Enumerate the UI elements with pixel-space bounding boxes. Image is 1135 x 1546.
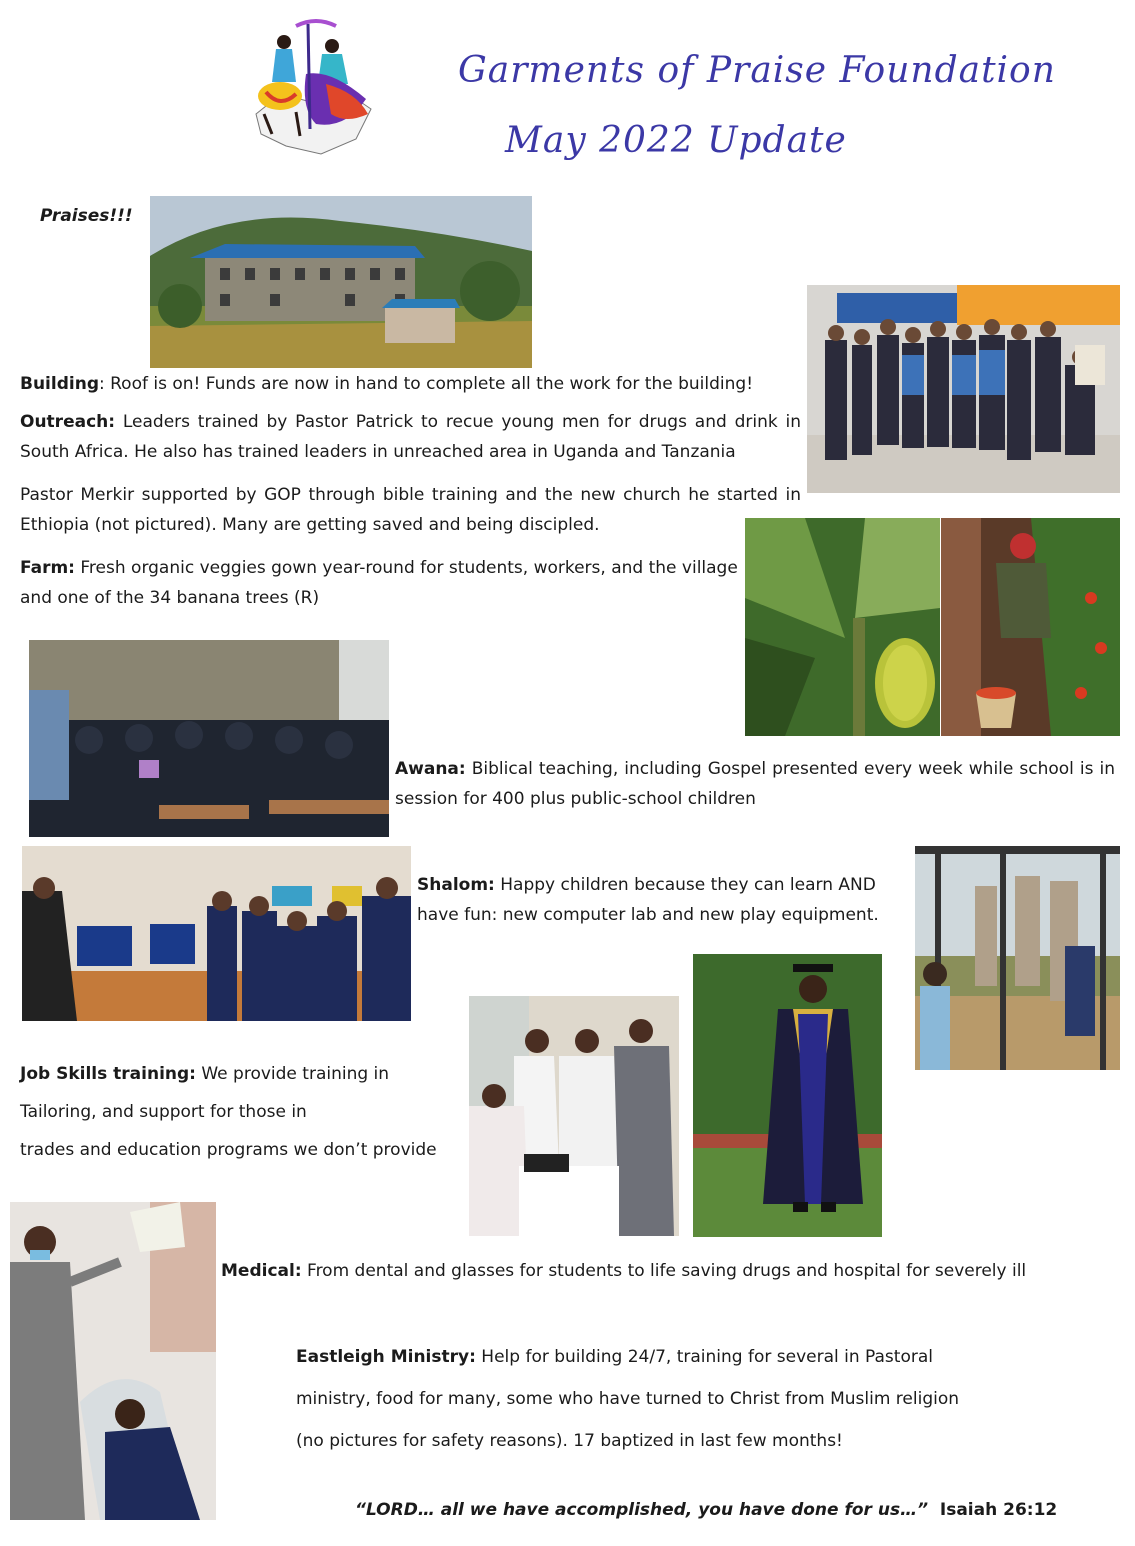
outreach-text: Leaders trained by Pastor Patrick to recue young men for drugs and drink in South Africa. He also has trained leaders in unreached area in Uganda and Tanzania: [20, 412, 801, 462]
eastleigh-text-1: Help for building 24/7, training for several in Pastoral: [475, 1347, 933, 1367]
dental-photo: [10, 1202, 216, 1520]
update-title: May 2022 Update: [505, 120, 847, 161]
outreach-section: [20, 407, 801, 467]
shalom-label: Shalom:: [417, 875, 495, 895]
eastleigh-section: [296, 1336, 1096, 1462]
jobskills-label: Job Skills training:: [20, 1064, 196, 1084]
foundation-logo: [236, 14, 386, 164]
graduate-photo: [693, 954, 882, 1237]
eastleigh-text-3: (no pictures for safety reasons). 17 baptized in last few months!: [296, 1431, 843, 1451]
tailoring-photo: [469, 996, 679, 1236]
jobskills-text-2: Tailoring, and support for those in: [20, 1102, 307, 1122]
building-photo: [150, 196, 532, 368]
closing-verse: [355, 1500, 1057, 1520]
building-section: [20, 369, 800, 399]
eastleigh-label: Eastleigh Ministry:: [296, 1347, 476, 1367]
jobskills-text-3: trades and education programs we don’t provide: [20, 1140, 437, 1160]
eastleigh-text-2: ministry, food for many, some who have turned to Christ from Muslim religion: [296, 1389, 960, 1409]
computer-lab-photo: [22, 846, 411, 1021]
praises-label: Praises!!!: [40, 206, 133, 226]
building-label: Building: [20, 374, 99, 394]
verse-reference: Isaiah 26:12: [939, 1500, 1058, 1520]
verse-quote: “LORD… all we have accomplished, you have done for us…”: [355, 1500, 929, 1520]
awana-text: Biblical teaching, including Gospel presented every week while school is in session for 400 plus public-school children: [395, 759, 1115, 809]
farm-section: [20, 553, 742, 613]
awana-section: [395, 754, 1115, 814]
merkir-text: Pastor Merkir supported by GOP through bible training and the new church he started in Ethiopia (not pictured). Many are getting saved and being discipled.: [20, 485, 801, 535]
awana-classroom-photo: [29, 640, 389, 837]
medical-label: Medical:: [221, 1261, 302, 1281]
shalom-section: [417, 870, 912, 930]
jobskills-section: [20, 1055, 465, 1169]
merkir-section: [20, 480, 801, 540]
medical-text: From dental and glasses for students to life saving drugs and hospital for severely ill: [301, 1261, 1027, 1281]
outreach-group-photo: [807, 285, 1120, 493]
awana-label: Awana:: [395, 759, 466, 779]
shalom-text: Happy children because they can learn AND have fun: new computer lab and new play equipment.: [417, 875, 879, 925]
farm-label: Farm:: [20, 558, 75, 578]
medical-section: [221, 1256, 1121, 1286]
farmer-tomatoes-photo: [941, 518, 1120, 736]
outreach-label: Outreach:: [20, 412, 116, 432]
jobskills-text-1: We provide training in: [195, 1064, 390, 1084]
org-title: Garments of Praise Foundation: [458, 50, 1056, 91]
building-text: : Roof is on! Funds are now in hand to complete all the work for the building!: [98, 374, 754, 394]
banana-tree-photo: [745, 518, 940, 736]
play-equipment-photo: [915, 846, 1120, 1070]
farm-text: Fresh organic veggies gown year-round for students, workers, and the village and one of the 34 banana trees (R): [20, 558, 738, 608]
